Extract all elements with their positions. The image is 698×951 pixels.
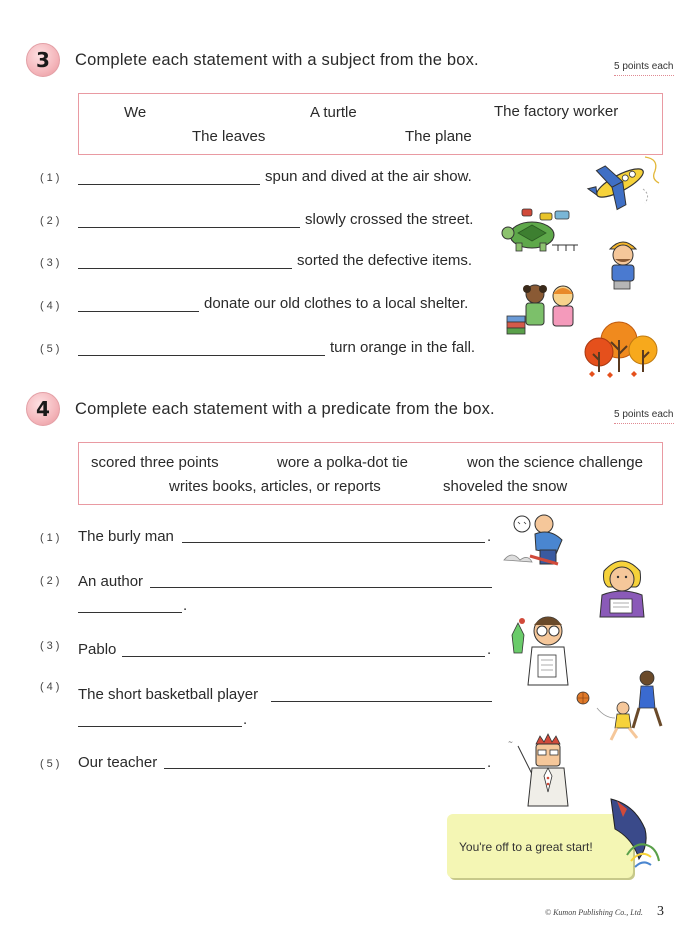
period: . <box>487 641 492 658</box>
word-option: wore a polka-dot tie <box>277 454 408 471</box>
period: . <box>487 754 492 771</box>
svg-text:~: ~ <box>508 739 514 746</box>
section-3-number: 3 <box>26 43 60 77</box>
answer-blank[interactable] <box>122 656 485 657</box>
burly-man-shoveling-illustration <box>500 510 580 572</box>
word-option: A turtle <box>310 104 357 121</box>
sentence-text: slowly crossed the street. <box>305 211 474 228</box>
section-3-points: 5 points each <box>614 61 674 76</box>
pablo-scientist-illustration <box>508 605 580 687</box>
praise-text: You're off to a great start! <box>459 840 593 854</box>
period: . <box>243 711 248 728</box>
airplane-illustration <box>585 153 663 211</box>
copyright: © Kumon Publishing Co., Ltd. <box>545 908 643 917</box>
author-illustration <box>592 555 652 619</box>
word-option: The plane <box>405 128 472 145</box>
question-number: (4) <box>40 681 63 693</box>
sentence-text: turn orange in the fall. <box>330 339 476 356</box>
section-4-number: 4 <box>26 392 60 426</box>
section-4-title: Complete each statement with a predicate from the box. <box>75 400 495 418</box>
question-number: (5) <box>40 758 63 770</box>
sentence-text: donate our old clothes to a local shelter. <box>204 295 469 312</box>
question-number: (2) <box>40 215 63 227</box>
fish-illustration <box>605 795 663 873</box>
sentence-text: sorted the defective items. <box>297 252 473 269</box>
question-number: (1) <box>40 532 63 544</box>
word-option: We <box>124 104 147 121</box>
children-donating-illustration <box>505 280 585 335</box>
word-option: won the science challenge <box>467 454 643 471</box>
question-number: (2) <box>40 575 63 587</box>
answer-blank-continued[interactable] <box>78 612 182 613</box>
sentence-text: Our teacher <box>78 754 158 771</box>
basketball-players-illustration <box>575 668 665 744</box>
sentence-text: spun and dived at the air show. <box>265 168 472 185</box>
page-number: 3 <box>657 904 664 919</box>
section-3-title: Complete each statement with a subject from the box. <box>75 51 479 69</box>
autumn-trees-illustration <box>583 320 663 378</box>
word-option: The factory worker <box>494 103 619 120</box>
sentence-text: Pablo <box>78 641 117 658</box>
word-option: shoveled the snow <box>443 478 568 495</box>
teacher-illustration <box>508 732 578 808</box>
answer-blank[interactable] <box>78 268 292 269</box>
answer-blank[interactable] <box>78 227 300 228</box>
question-number: (4) <box>40 300 63 312</box>
sentence-text: The short basketball player <box>78 686 259 703</box>
answer-blank[interactable] <box>78 311 199 312</box>
word-option: scored three points <box>91 454 219 471</box>
section-4-word-box <box>78 442 663 505</box>
answer-blank[interactable] <box>271 701 492 702</box>
answer-blank[interactable] <box>150 587 492 588</box>
word-option: The leaves <box>192 128 266 145</box>
question-number: (5) <box>40 343 63 355</box>
answer-blank[interactable] <box>182 542 485 543</box>
turtle-illustration <box>500 205 580 255</box>
answer-blank[interactable] <box>78 355 325 356</box>
answer-blank[interactable] <box>164 768 485 769</box>
answer-blank-continued[interactable] <box>78 726 242 727</box>
factory-worker-illustration <box>600 235 646 291</box>
question-number: (3) <box>40 257 63 269</box>
period: . <box>487 528 492 545</box>
period: . <box>183 597 188 614</box>
question-number: (3) <box>40 640 63 652</box>
word-option: writes books, articles, or reports <box>169 478 381 495</box>
question-number: (1) <box>40 172 63 184</box>
section-4-points: 5 points each <box>614 409 674 424</box>
section-3-word-box <box>78 93 663 155</box>
sentence-text: The burly man <box>78 528 174 545</box>
sentence-text: An author <box>78 573 144 590</box>
answer-blank[interactable] <box>78 184 260 185</box>
